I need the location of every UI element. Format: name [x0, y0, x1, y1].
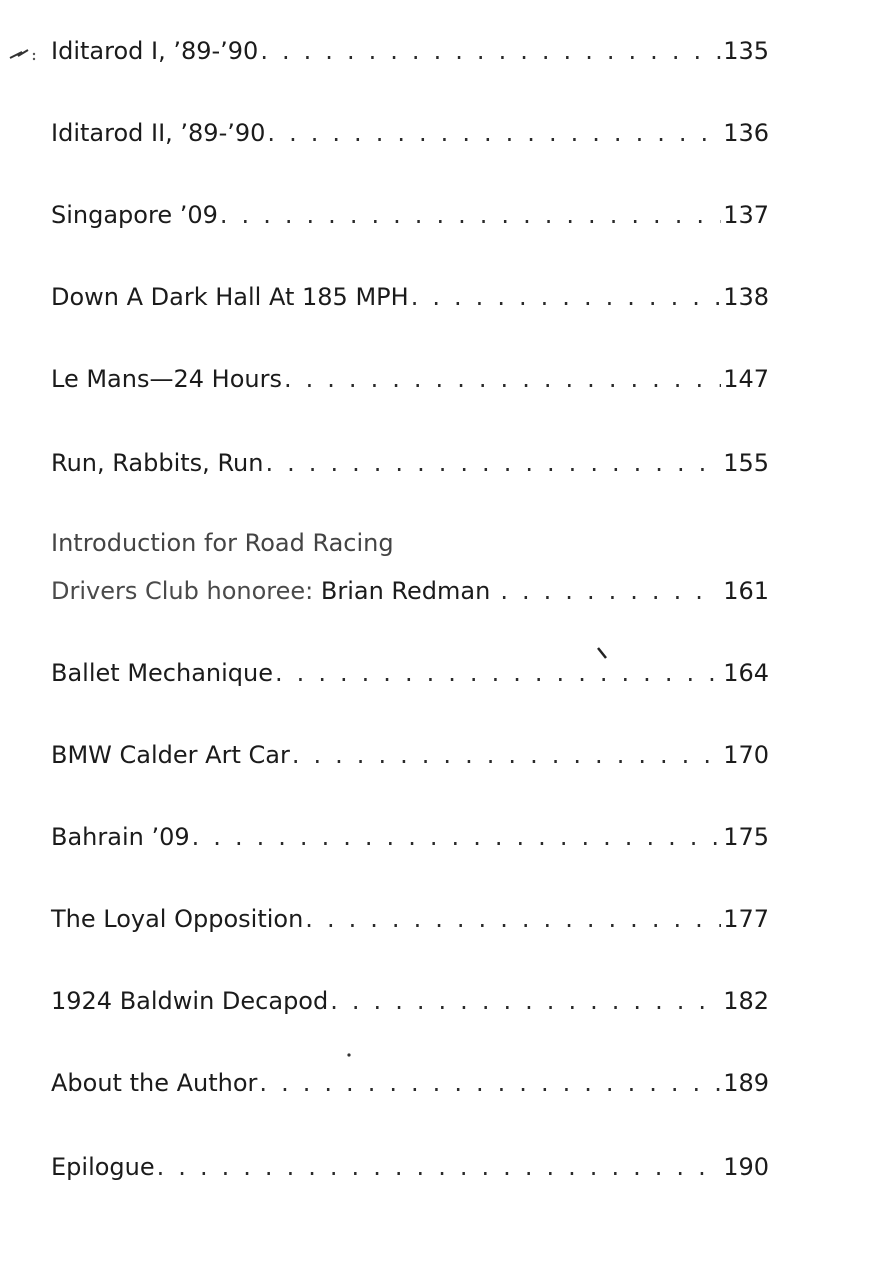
toc-entry-title: Bahrain ’09 [51, 823, 190, 851]
special-entry-line1: Introduction for Road Racing [51, 529, 394, 557]
toc-entry-page: 175 [723, 823, 769, 851]
special-entry-prefix: Drivers Club honoree: [51, 577, 321, 605]
toc-entry-page: 177 [723, 905, 769, 933]
toc-entry[interactable] [51, 822, 769, 852]
toc-entry-page: 189 [723, 1069, 769, 1097]
toc-entry-title: About the Author [51, 1069, 258, 1097]
toc-entry-title: Singapore ’09 [51, 201, 218, 229]
special-entry[interactable] [51, 576, 769, 606]
toc-entry[interactable] [51, 200, 769, 230]
dot-leader [265, 448, 721, 478]
dot-leader [284, 364, 721, 394]
toc-entry-title: BMW Calder Art Car [51, 741, 290, 769]
toc-entry-page: 155 [723, 449, 769, 477]
dot-leader [267, 118, 721, 148]
dot-leader [275, 658, 721, 688]
toc-entry-title: Epilogue [51, 1153, 155, 1181]
dot-leader [259, 1068, 721, 1098]
toc-entry[interactable] [51, 448, 769, 478]
toc-entry-title: Down A Dark Hall At 185 MPH [51, 283, 409, 311]
toc-entry-page: 147 [723, 365, 769, 393]
toc-entry-title: Le Mans—24 Hours [51, 365, 282, 393]
dot-leader [500, 576, 709, 606]
honoree-name: Brian Redman [320, 577, 491, 605]
toc-entry[interactable] [51, 740, 769, 770]
dot-leader [220, 200, 721, 230]
toc-entry-page: 161 [723, 577, 769, 605]
special-entry-title [51, 576, 490, 606]
toc-entry-title: Run, Rabbits, Run [51, 449, 264, 477]
toc-entry-page: 137 [723, 201, 769, 229]
toc-entry[interactable] [51, 36, 769, 66]
toc-entry[interactable] [51, 986, 769, 1016]
toc-entry[interactable] [51, 364, 769, 394]
toc-entry[interactable] [51, 282, 769, 312]
toc-entry[interactable] [51, 658, 769, 688]
toc-entry[interactable] [51, 904, 769, 934]
toc-entry[interactable] [51, 1068, 769, 1098]
speck-mark-icon [346, 1052, 352, 1058]
toc-entry-page: 164 [723, 659, 769, 687]
toc-entry-page: 136 [723, 119, 769, 147]
toc-entry-title: 1924 Baldwin Decapod [51, 987, 329, 1015]
dot-leader [330, 986, 721, 1016]
dot-leader [157, 1152, 722, 1182]
dot-leader [411, 282, 722, 312]
toc-entry-title: Ballet Mechanique [51, 659, 273, 687]
toc-entry-title: Iditarod I, ’89-’90 [51, 37, 259, 65]
dot-leader [260, 36, 721, 66]
dot-leader [305, 904, 721, 934]
toc-entry[interactable] [51, 118, 769, 148]
toc-entry-title: The Loyal Opposition [51, 905, 304, 933]
dot-leader [292, 740, 721, 770]
toc-entry-page: 135 [723, 37, 769, 65]
toc-entry-page: 190 [723, 1153, 769, 1181]
toc-entry-title: Iditarod II, ’89-’90 [51, 119, 266, 147]
dot-leader [192, 822, 722, 852]
toc-entry[interactable] [51, 1152, 769, 1182]
pen-mark-icon [8, 44, 38, 64]
toc-entry-page: 182 [723, 987, 769, 1015]
toc-entry-page: 170 [723, 741, 769, 769]
toc-entry-page: 138 [723, 283, 769, 311]
